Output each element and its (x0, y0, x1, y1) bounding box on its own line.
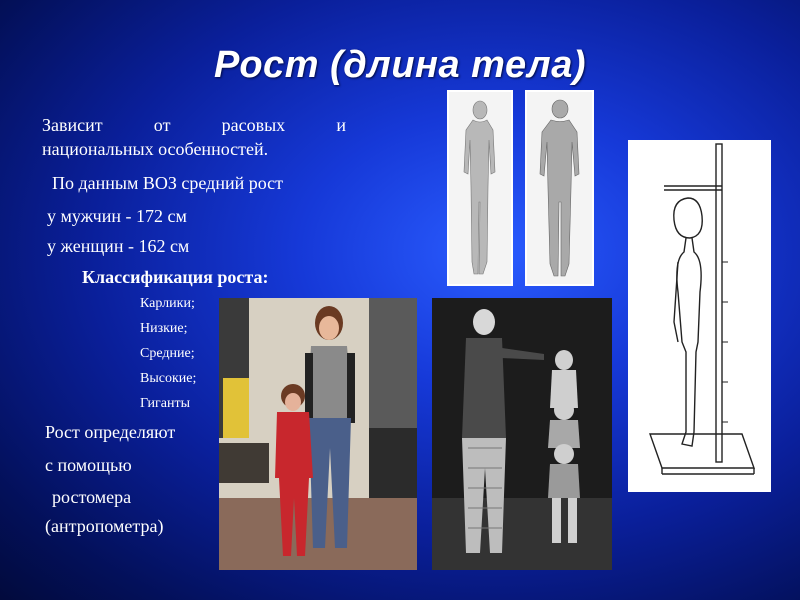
photo-acrobats (432, 298, 612, 570)
text-line-women: у женщин - 162 см (47, 236, 190, 256)
class-item-tall: Высокие; (140, 371, 197, 386)
text-line-national: национальных особенностей. (42, 139, 269, 159)
class-item-low: Низкие; (140, 321, 188, 336)
class-item-giants: Гиганты (140, 396, 191, 411)
class-item-medium: Средние; (140, 346, 195, 361)
measure-line-2: с помощью (45, 455, 132, 475)
photo-tall-and-short-women (219, 298, 417, 570)
measure-line-1: Рост определяют (45, 422, 176, 442)
stadiometer-drawing (628, 140, 771, 492)
photo-back-view (525, 90, 594, 286)
text-line-race: Зависит от расовых и (42, 115, 346, 135)
text-line-who: По данным ВОЗ средний рост (52, 173, 284, 193)
slide-title: Рост (длина тела) (214, 44, 586, 86)
measure-line-3: ростомера (52, 487, 132, 507)
photo-front-view (447, 90, 513, 286)
text-line-men: у мужчин - 172 см (47, 206, 187, 226)
classification-heading: Классификация роста: (82, 267, 269, 287)
measure-line-4: (антропометра) (45, 516, 164, 536)
class-item-dwarfs: Карлики; (140, 296, 195, 311)
